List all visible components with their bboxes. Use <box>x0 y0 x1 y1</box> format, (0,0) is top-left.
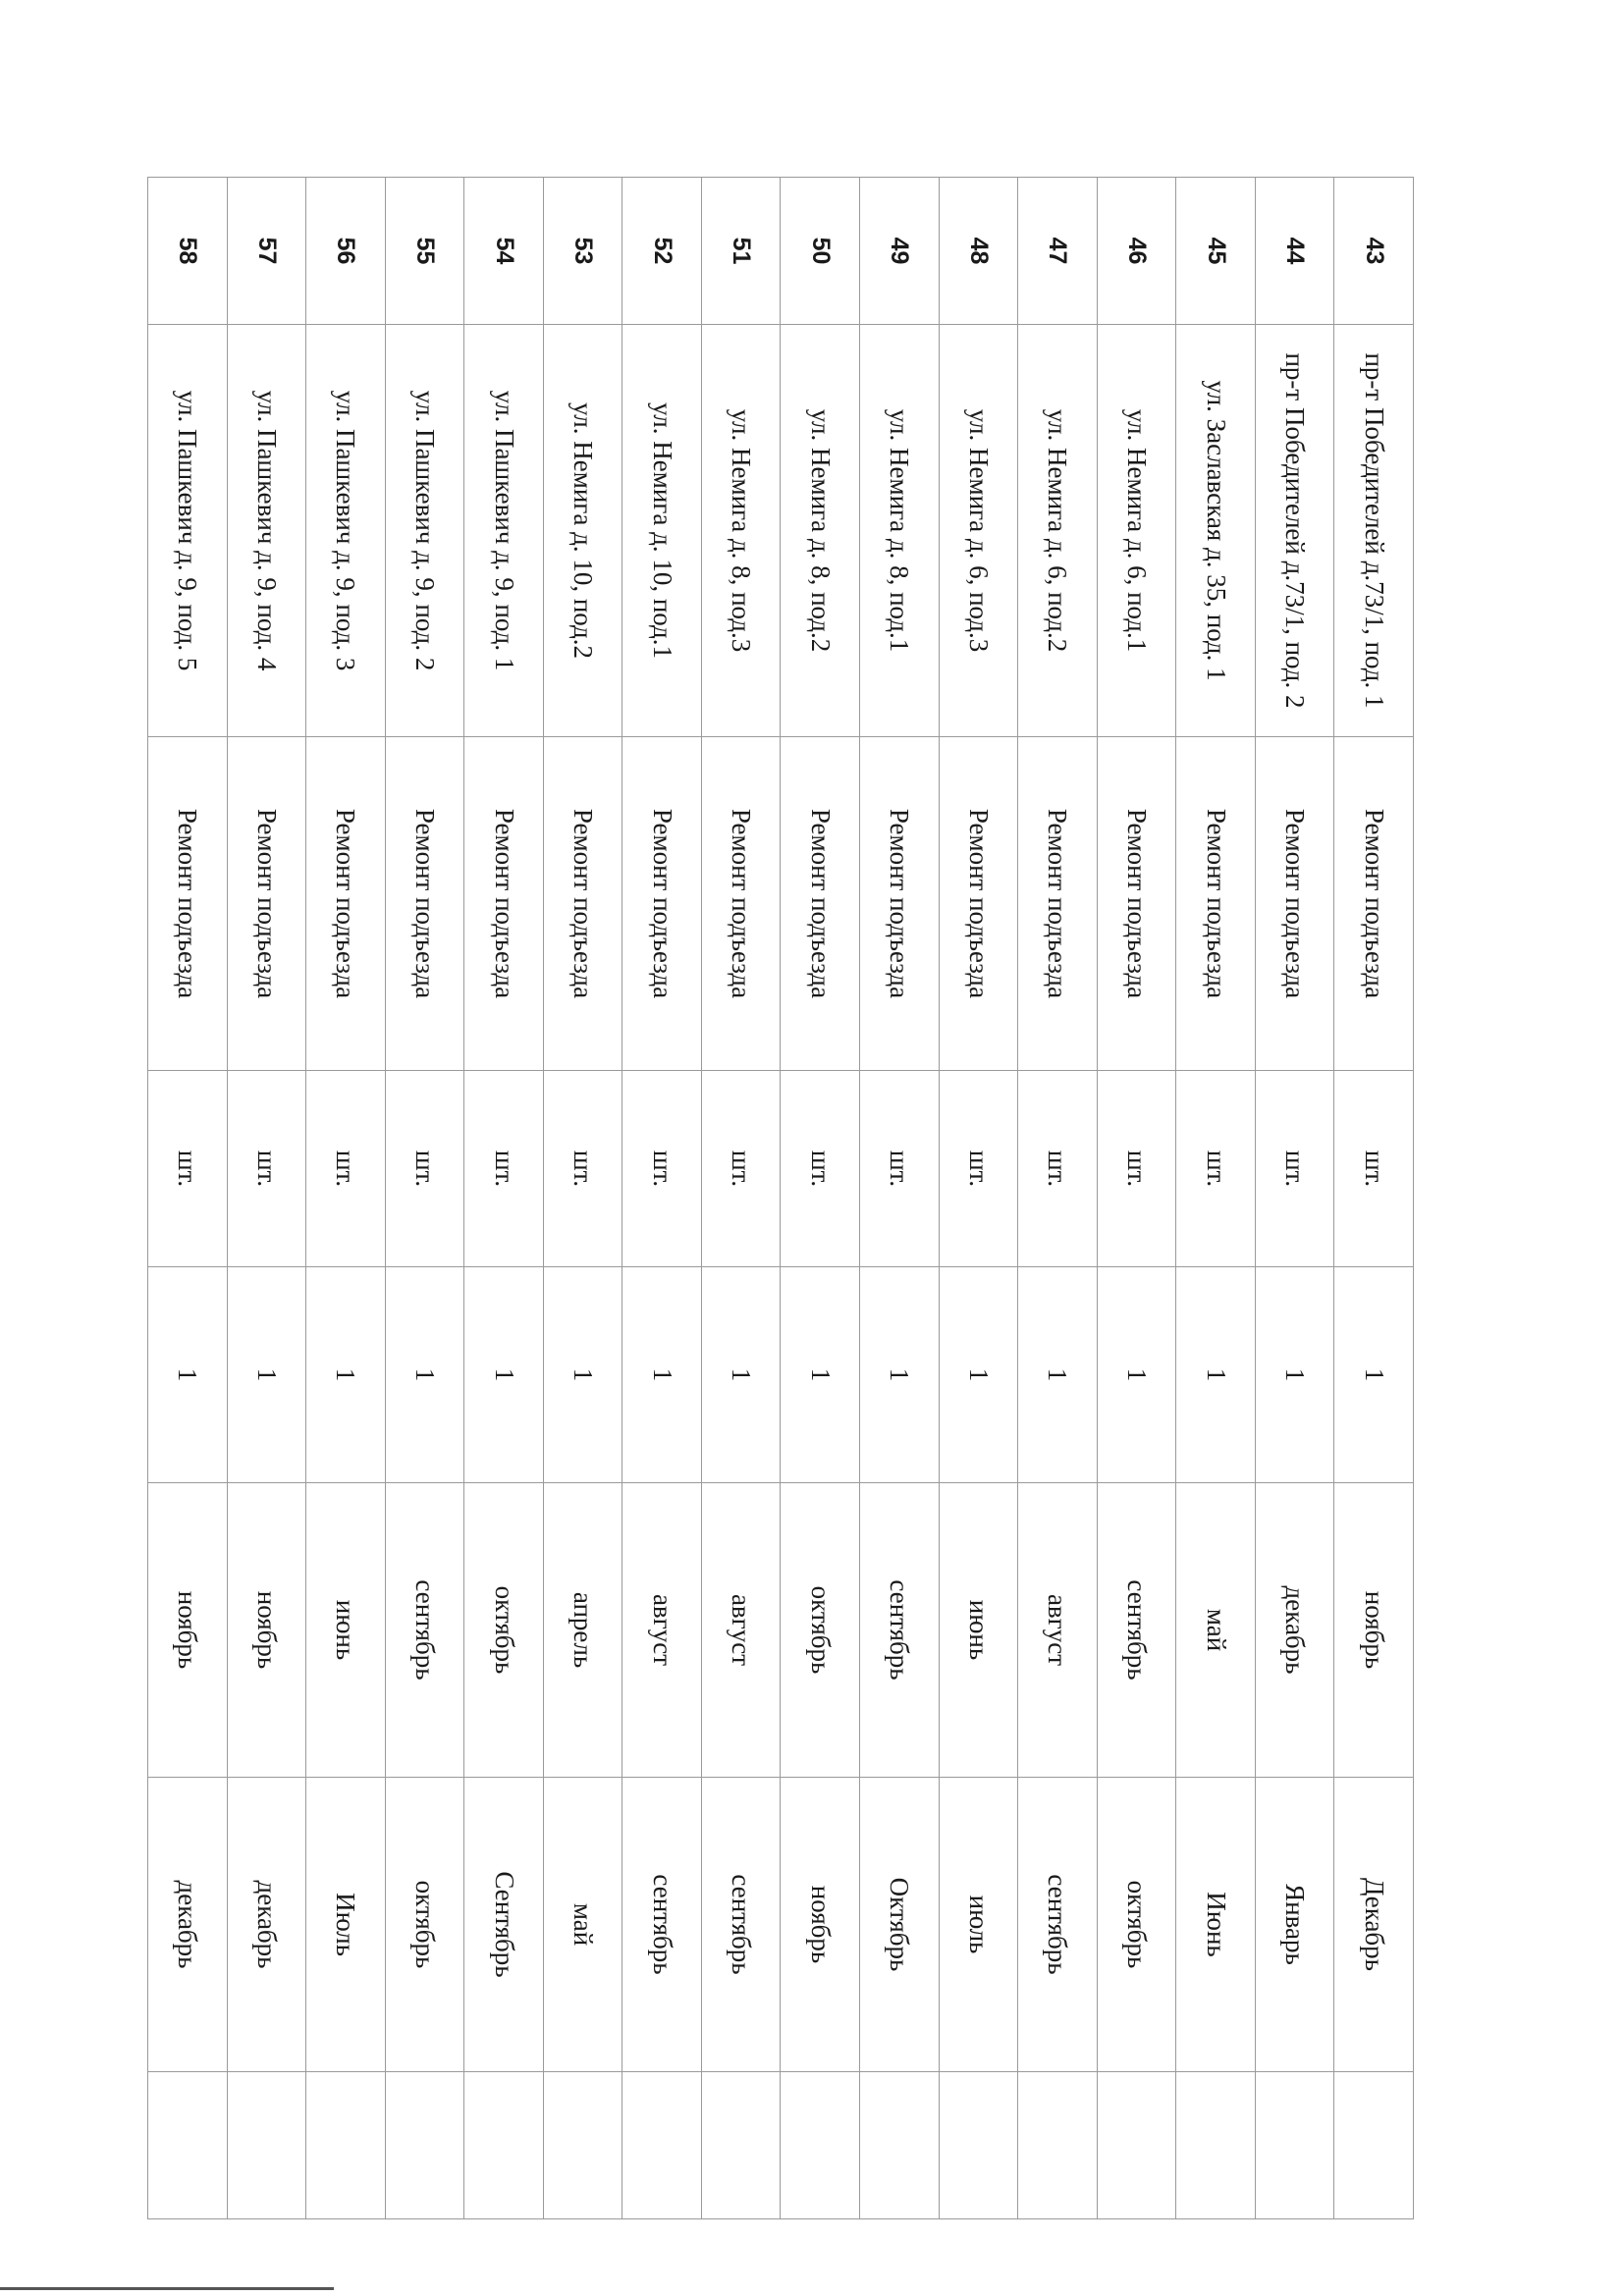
end-month-cell: декабрь <box>227 1778 306 2072</box>
address-cell: ул. Немига д. 8, под.3 <box>701 325 781 737</box>
empty-cell <box>701 2072 781 2219</box>
work-type-cell: Ремонт подъезда <box>148 737 228 1071</box>
table-row <box>543 178 622 2219</box>
work-type-cell: Ремонт подъезда <box>543 737 622 1071</box>
table-body <box>148 178 1414 2219</box>
empty-cell <box>1334 2072 1414 2219</box>
quantity-cell: 1 <box>148 1267 228 1483</box>
work-type-cell: Ремонт подъезда <box>939 737 1018 1071</box>
empty-cell <box>1176 2072 1256 2219</box>
empty-cell <box>939 2072 1018 2219</box>
quantity-cell: 1 <box>939 1267 1018 1483</box>
unit-cell: шт. <box>860 1071 940 1267</box>
start-month-cell: декабрь <box>1255 1483 1334 1778</box>
quantity-cell: 1 <box>1018 1267 1098 1483</box>
empty-cell <box>1097 2072 1176 2219</box>
quantity-cell: 1 <box>306 1267 386 1483</box>
work-type-cell: Ремонт подъезда <box>1255 737 1334 1071</box>
unit-cell: шт. <box>148 1071 228 1267</box>
end-month-cell: ноябрь <box>781 1778 860 2072</box>
row-number: 53 <box>543 178 622 325</box>
unit-cell: шт. <box>464 1071 544 1267</box>
work-type-cell: Ремонт подъезда <box>385 737 464 1071</box>
row-number: 43 <box>1334 178 1414 325</box>
table-row <box>227 178 306 2219</box>
end-month-cell: октябрь <box>1097 1778 1176 2072</box>
table-row <box>464 178 544 2219</box>
quantity-cell: 1 <box>543 1267 622 1483</box>
table-row <box>1255 178 1334 2219</box>
table-row <box>701 178 781 2219</box>
unit-cell: шт. <box>385 1071 464 1267</box>
quantity-cell: 1 <box>1255 1267 1334 1483</box>
quantity-cell: 1 <box>464 1267 544 1483</box>
unit-cell: шт. <box>622 1071 702 1267</box>
start-month-cell: октябрь <box>781 1483 860 1778</box>
row-number: 55 <box>385 178 464 325</box>
table-row <box>1097 178 1176 2219</box>
row-number: 45 <box>1176 178 1256 325</box>
empty-cell <box>1255 2072 1334 2219</box>
table-row <box>1176 178 1256 2219</box>
table-row <box>385 178 464 2219</box>
end-month-cell: Декабрь <box>1334 1778 1414 2072</box>
row-number: 51 <box>701 178 781 325</box>
start-month-cell: ноябрь <box>148 1483 228 1778</box>
work-type-cell: Ремонт подъезда <box>1176 737 1256 1071</box>
end-month-cell: сентябрь <box>622 1778 702 2072</box>
scan-edge-mark <box>0 2287 334 2290</box>
address-cell: ул. Пашкевич д. 9, под. 4 <box>227 325 306 737</box>
address-cell: ул. Пашкевич д. 9, под. 2 <box>385 325 464 737</box>
work-type-cell: Ремонт подъезда <box>781 737 860 1071</box>
end-month-cell: Сентябрь <box>464 1778 544 2072</box>
unit-cell: шт. <box>1176 1071 1256 1267</box>
quantity-cell: 1 <box>701 1267 781 1483</box>
table-row <box>781 178 860 2219</box>
work-type-cell: Ремонт подъезда <box>622 737 702 1071</box>
row-number: 52 <box>622 178 702 325</box>
row-number: 47 <box>1018 178 1098 325</box>
end-month-cell: май <box>543 1778 622 2072</box>
row-number: 50 <box>781 178 860 325</box>
row-number: 48 <box>939 178 1018 325</box>
start-month-cell: август <box>701 1483 781 1778</box>
table-row <box>1334 178 1414 2219</box>
table-row <box>148 178 228 2219</box>
table-row <box>860 178 940 2219</box>
address-cell: ул. Немига д. 10, под.1 <box>622 325 702 737</box>
work-type-cell: Ремонт подъезда <box>227 737 306 1071</box>
quantity-cell: 1 <box>1097 1267 1176 1483</box>
end-month-cell: декабрь <box>148 1778 228 2072</box>
row-number: 58 <box>148 178 228 325</box>
address-cell: ул. Немига д. 10, под.2 <box>543 325 622 737</box>
address-cell: ул. Пашкевич д. 9, под. 1 <box>464 325 544 737</box>
work-type-cell: Ремонт подъезда <box>1018 737 1098 1071</box>
unit-cell: шт. <box>1334 1071 1414 1267</box>
quantity-cell: 1 <box>1176 1267 1256 1483</box>
address-cell: ул. Немига д. 8, под.1 <box>860 325 940 737</box>
address-cell: ул. Немига д. 8, под.2 <box>781 325 860 737</box>
row-number: 57 <box>227 178 306 325</box>
address-cell: ул. Немига д. 6, под.1 <box>1097 325 1176 737</box>
empty-cell <box>464 2072 544 2219</box>
start-month-cell: октябрь <box>464 1483 544 1778</box>
start-month-cell: июнь <box>306 1483 386 1778</box>
work-type-cell: Ремонт подъезда <box>306 737 386 1071</box>
table-row <box>939 178 1018 2219</box>
end-month-cell: Январь <box>1255 1778 1334 2072</box>
work-type-cell: Ремонт подъезда <box>464 737 544 1071</box>
unit-cell: шт. <box>306 1071 386 1267</box>
quantity-cell: 1 <box>860 1267 940 1483</box>
row-number: 46 <box>1097 178 1176 325</box>
unit-cell: шт. <box>1255 1071 1334 1267</box>
row-number: 56 <box>306 178 386 325</box>
start-month-cell: ноябрь <box>227 1483 306 1778</box>
quantity-cell: 1 <box>622 1267 702 1483</box>
empty-cell <box>227 2072 306 2219</box>
start-month-cell: сентябрь <box>1097 1483 1176 1778</box>
start-month-cell: июнь <box>939 1483 1018 1778</box>
empty-cell <box>385 2072 464 2219</box>
quantity-cell: 1 <box>1334 1267 1414 1483</box>
address-cell: ул. Пашкевич д. 9, под. 3 <box>306 325 386 737</box>
end-month-cell: сентябрь <box>701 1778 781 2072</box>
empty-cell <box>860 2072 940 2219</box>
start-month-cell: апрель <box>543 1483 622 1778</box>
quantity-cell: 1 <box>781 1267 860 1483</box>
unit-cell: шт. <box>1097 1071 1176 1267</box>
address-cell: ул. Немига д. 6, под.3 <box>939 325 1018 737</box>
end-month-cell: Октябрь <box>860 1778 940 2072</box>
address-cell: ул. Немига д. 6, под.2 <box>1018 325 1098 737</box>
address-cell: ул. Пашкевич д. 9, под. 5 <box>148 325 228 737</box>
work-type-cell: Ремонт подъезда <box>1097 737 1176 1071</box>
end-month-cell: Июнь <box>1176 1778 1256 2072</box>
start-month-cell: август <box>622 1483 702 1778</box>
start-month-cell: сентябрь <box>385 1483 464 1778</box>
unit-cell: шт. <box>1018 1071 1098 1267</box>
table-row <box>622 178 702 2219</box>
end-month-cell: Июль <box>306 1778 386 2072</box>
unit-cell: шт. <box>939 1071 1018 1267</box>
row-number: 44 <box>1255 178 1334 325</box>
empty-cell <box>1018 2072 1098 2219</box>
row-number: 54 <box>464 178 544 325</box>
row-number: 49 <box>860 178 940 325</box>
work-type-cell: Ремонт подъезда <box>1334 737 1414 1071</box>
quantity-cell: 1 <box>227 1267 306 1483</box>
start-month-cell: сентябрь <box>860 1483 940 1778</box>
unit-cell: шт. <box>701 1071 781 1267</box>
end-month-cell: сентябрь <box>1018 1778 1098 2072</box>
empty-cell <box>543 2072 622 2219</box>
rotated-page-frame <box>147 177 1414 2218</box>
repair-schedule-table <box>147 177 1414 2219</box>
empty-cell <box>622 2072 702 2219</box>
start-month-cell: август <box>1018 1483 1098 1778</box>
empty-cell <box>306 2072 386 2219</box>
address-cell: ул. Заславская д. 35, под. 1 <box>1176 325 1256 737</box>
table-row <box>1018 178 1098 2219</box>
empty-cell <box>781 2072 860 2219</box>
work-type-cell: Ремонт подъезда <box>860 737 940 1071</box>
unit-cell: шт. <box>781 1071 860 1267</box>
end-month-cell: октябрь <box>385 1778 464 2072</box>
unit-cell: шт. <box>227 1071 306 1267</box>
table-row <box>306 178 386 2219</box>
start-month-cell: ноябрь <box>1334 1483 1414 1778</box>
end-month-cell: июль <box>939 1778 1018 2072</box>
unit-cell: шт. <box>543 1071 622 1267</box>
empty-cell <box>148 2072 228 2219</box>
start-month-cell: май <box>1176 1483 1256 1778</box>
address-cell: пр-т Победителей д.73/1, под. 1 <box>1334 325 1414 737</box>
quantity-cell: 1 <box>385 1267 464 1483</box>
work-type-cell: Ремонт подъезда <box>701 737 781 1071</box>
address-cell: пр-т Победителей д.73/1, под. 2 <box>1255 325 1334 737</box>
